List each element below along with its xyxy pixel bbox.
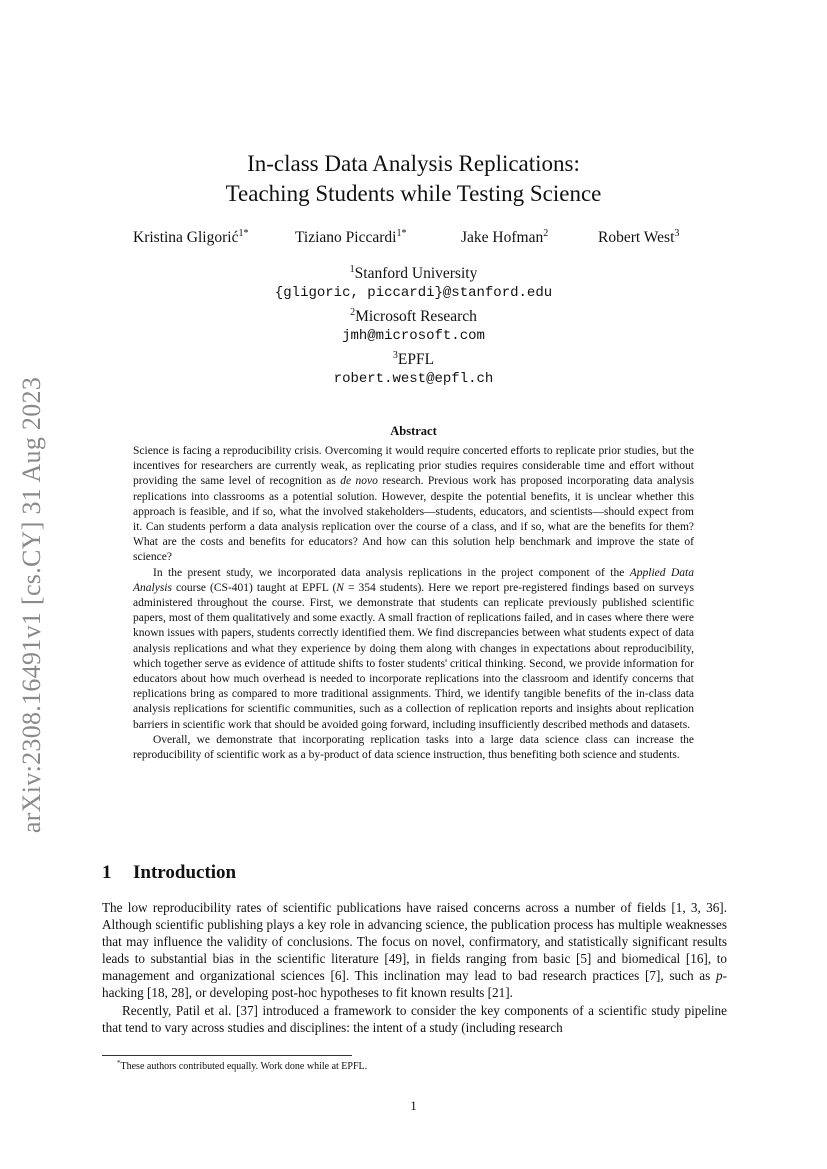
- author-1-name: Kristina Gligorić: [133, 229, 239, 246]
- intro-paragraph-1: [102, 899, 727, 1002]
- paper-title: [0, 149, 827, 209]
- page-number: 1: [410, 1098, 417, 1113]
- author-1: [133, 228, 248, 247]
- affiliation-3-name: EPFL: [397, 351, 435, 368]
- abstract-heading: Abstract: [390, 424, 437, 438]
- title-line-2: Teaching Students while Testing Science: [225, 181, 602, 206]
- author-3-mark: 2: [543, 228, 549, 239]
- author-3: [461, 228, 548, 247]
- affiliations: [0, 260, 827, 389]
- abstract-p2-text-b: course (CS-401) taught at EPFL (: [171, 581, 337, 594]
- section-heading-introduction: [102, 862, 236, 884]
- affiliation-2: [0, 303, 827, 327]
- footnote: [117, 1059, 367, 1072]
- footnote-text: These authors contributed equally. Work done while at EPFL.: [120, 1061, 368, 1072]
- abstract-p1-text-b: research. Previous work has proposed incorporating data analysis replications into classrooms as a potential solution. However, despite the potential benefits, it is unclear whether this approach is feasible, and if so, what the involved stakeholders—students, educators, and scientists—should expect from it. Can students perform a data analysis replication over the course of a class, and if so, what are the benefits for them? What are the costs and benefits for educators? And how can this solution help benchmark and improve the state of science?: [133, 475, 694, 564]
- author-2-name: Tiziano Piccardi: [295, 229, 397, 246]
- abstract-p2-course-name: Applied Data Analysis: [133, 566, 694, 594]
- affiliation-1: [0, 260, 827, 284]
- author-1-mark: 1*: [238, 228, 249, 239]
- author-4: [598, 228, 679, 247]
- affiliation-3-mark: 3: [392, 350, 398, 361]
- footnote-rule: [102, 1055, 352, 1056]
- author-list: [0, 228, 827, 250]
- intro-p1-text-b: -hacking [18, 28], or developing post-hoc hypotheses to fit known results [21].: [102, 968, 727, 1001]
- section-title: Introduction: [133, 862, 237, 883]
- intro-paragraph-2: Recently, Patil et al. [37] introduced a framework to consider the key components of a scientific study pipeline that tend to vary across studies and disciplines: the intent of a study (including research: [102, 1002, 727, 1035]
- section-number: 1: [102, 862, 112, 883]
- affiliation-3-email: robert.west@epfl.ch: [333, 370, 494, 387]
- abstract-p1-text-a: Science is facing a reproducibility crisis. Overcoming it would require concerted efforts to replicate prior studies, but the incentives for researchers are currently weak, as replicating prior studies requires considerable time and effort without providing the same level of recognition as: [133, 445, 694, 488]
- footnote-mark: *: [117, 1059, 121, 1067]
- abstract-p2-text-a: In the present study, we incorporated data analysis replications in the project component of the: [153, 566, 630, 579]
- author-2-mark: 1*: [396, 228, 407, 239]
- affiliation-2-mark: 2: [350, 307, 356, 318]
- affiliation-2-email: jmh@microsoft.com: [342, 327, 485, 344]
- introduction-body: [102, 899, 727, 1036]
- affiliation-3: [0, 346, 827, 370]
- abstract-p2-text-c: = 354 students). Here we report pre-registered findings based on surveys administered throughout the course. First, we demonstrate that students can replicate previously published scientific papers, most of them qualitatively and some exactly. A small fraction of replications failed, and in cases where there were known issues with papers, students correctly identified them. We find discrepancies between what students expect of data analysis replications and what they experience by doing them along with changes in expectations about reproducibility, which together serve as evidence of attitude shifts to foster students' critical thinking. Second, we provide information for educators about how much overhead is needed to incorporate replications into the classroom and identify concerns that replications bring as compared to more traditional assignments. Third, we identify tangible benefits of the in-class data analysis replications for scientific communities, such as a collection of replication reports and insights about replication barriers in scientific work that should be avoided going forward, including insufficiently described methods and datasets.: [133, 581, 694, 731]
- abstract-paragraph-2: [133, 566, 694, 733]
- arxiv-identifier-text: arXiv:2308.16491v1 [cs.CY] 31 Aug 2023: [17, 376, 46, 834]
- abstract-p1-emphasis: de novo: [340, 475, 378, 488]
- abstract-p2-n-symbol: N: [336, 581, 344, 594]
- title-line-1: In-class Data Analysis Replications:: [247, 151, 580, 176]
- affiliation-2-name: Microsoft Research: [355, 308, 477, 325]
- abstract-paragraph-1: [133, 444, 694, 566]
- abstract-paragraph-3: Overall, we demonstrate that incorporating replication tasks into a large data science class can increase the reproducibility of scientific work as a by-product of data science instruction, thus benefiting both science and students.: [133, 733, 694, 762]
- author-3-name: Jake Hofman: [461, 229, 544, 246]
- author-2: [295, 228, 406, 247]
- author-4-mark: 3: [674, 228, 680, 239]
- author-4-name: Robert West: [598, 229, 675, 246]
- intro-p1-p-symbol: p: [716, 968, 723, 984]
- abstract-body: [133, 444, 694, 763]
- intro-p1-text-a: The low reproducibility rates of scientific publications have raised concerns across a number of fields [1, 3, 36]. Although scientific publishing plays a key role in advancing science, the publication process has multiple weaknesses that may influence the validity of conclusions. The focus on novel, confirmatory, and statistically significant results leads to substantial bias in the scientific literature [49], in fields ranging from basic [5] and biomedical [16], to management and organizational sciences [6]. This inclination may lead to bad research practices [7], such as: [102, 900, 727, 984]
- affiliation-1-email: {gligoric, piccardi}@stanford.edu: [274, 284, 553, 301]
- affiliation-1-name: Stanford University: [354, 265, 478, 282]
- affiliation-1-mark: 1: [349, 264, 355, 275]
